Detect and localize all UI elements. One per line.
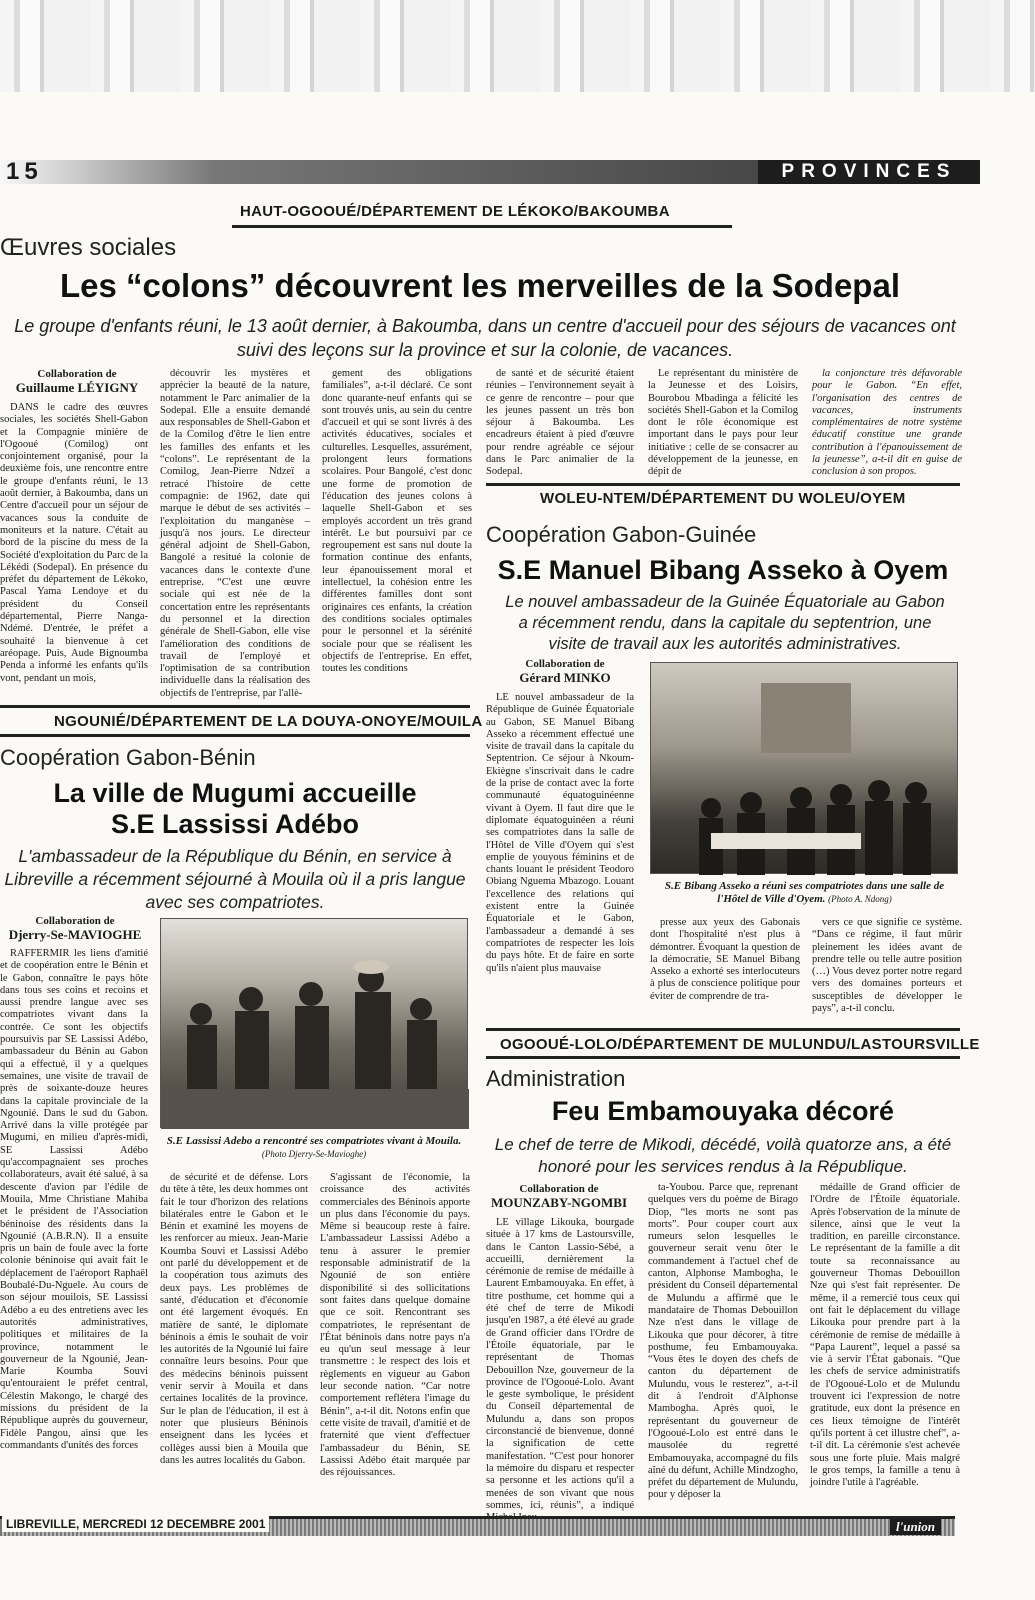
a2-headline: S.E Manuel Bibang Asseko à Oyem — [497, 555, 949, 585]
a4-column-1: LE village Likouka, bourgade située à 17 kms de Lastoursville, dans le Canton Lassio-Sébé, a accueilli, dernièrement la cérémonie de remise de médaille à Laurent Embamouyaka. En effet, à titre posthume, cet homme qui a été chef de terre de Mikodi jusqu'en 1987, a été élevé au grade de Grand officier dans l'Ordre de l'Étoile équatoriale, par le représentant de Thomas Debouillon Nze, gouverneur de la province de l'Ogooué-Lolo. Avant le geste symbolique, le président du Conseil départemental de Mulundu a, dans son propos circonstancié de bienvenue, donné la signification de cette manifestation. “C'est pour honorer la mémoire du disparu et respecter sa personne et les actions qu'il a menées de son vivant que nous sommes, ici, réunis”, a indiqué — [486, 1217, 634, 1511]
a4-column-2: ta-Youbou. Parce que, reprenant quelques vers du poème de Birago Diop, “les morts ne sont pas morts”. Pour couper court aux rumeurs selon lesquelles le gouverneur serait venu ôter le commandement à l'actuel chef de canton, Alphonse Mambogha, le président du Conseil départemental de Mulundu a affirmé que le mandataire de Thomas Debouillon Nze n'est dans le village de Likouka que pour décorer, à titre posthume, feu Embamouyaka. “Vous êtes le doyen des chefs de canton du département de Mulundu, vous le resterez”, a-t-il dit à l'endroit d'Alphonse Mambogha. Après quoi, le représentant du gouverneur de l'Ogooué-Lolo est entré dans le mausolée du regretté Embamouyaka, accompagné du fils aîné du défunt, Achille Mindzogho, préfet du département de Mulundu, pour y déposer la — [648, 1182, 798, 1501]
a1-column-1: DANS le cadre des œuvres sociales, les sociétés Shell-Gabon et la Compagnie minière de l'Ogooué (Comilog) ont conjointement organisé, pour la deuxième fois, une rencontre entre le groupe d'enfants réuni, le 13 août dernier, à Bakoumba, dans un Centre d'accueil pour un séjour de vacances sous la conduite de moniteurs et la nature. C'était au bord de la piscine du mess de la Société d'exploitation du Parc de la Lékédi (Sodepal). En présence du préfet du département de Lékoko, Pascal Yama Lendoye et du président du Conseil départemental, Pierre Nanga-Ndémé. D'entrée, le préfet a souhaité la bienvenue à cet aréopage. Puis, Aude Bignoumba Penda a informé les enfants qu'ils vont, pendant un mois, — [0, 402, 148, 684]
a2-byline — [490, 658, 640, 684]
a1-section: Œuvres sociales — [0, 234, 177, 261]
a3-deck: L'ambassadeur de la République du Bénin, en service à Libreville a récemment séjourné à Mouila où il a pris langue avec ses compatriotes. — [4, 846, 466, 912]
scan-margin — [0, 0, 1035, 92]
a4-section: Administration — [486, 1066, 626, 1091]
a2-deck: Le nouvel ambassadeur de la Guinée Équatoriale au Gabon a récemment rendu, dans la capitale du septentrion, une visite de travail aux les autorités administratives. — [505, 593, 945, 653]
a3-section: Coopération Gabon-Bénin — [0, 745, 256, 770]
a2-byline-label: Collaboration de — [525, 658, 605, 670]
a3-headline-line-2: S.E Lassissi Adébo — [110, 809, 360, 839]
a2-top-rule — [486, 483, 960, 486]
a1-column-5: Le représentant du ministère de la Jeunesse et des Loisirs, Bourobou Mbadinga a félicité les sociétés Shell-Gabon et la Comilog dont le rôle économique est important dans le pays pour leur initiative : celle de se consacrer au développement de la jeunesse, en dépit de — [648, 368, 798, 478]
a3-photo-credit: (Photo Djerry-Se-Mavioghe) — [261, 1149, 367, 1159]
a3-column-3: S'agissant de l'économie, la croissance des activités commerciales des Béninois apporte un plus dans l'économie du pays. Même si beaucoup reste à faire. L'ambassadeur Lassissi Adébo a tenu à assurer le premier responsable administratif de la Ngounié de son entière disponibilité si des sollicitations sont faites dans quelque domaine que ce soit. Rencontrant ses compatriotes, le représentant de l'État béninois dans notre pays n'a eu qu'un seul message à leur transmettre : le respect des lois et règlements en vigueur au Gabon leur seconde nation. “Car notre comportement reflétera l'image du Bénin”, a-t-il dit. Notons enfin que cette visite de travail, d'amitié et de fraternité que vient d'effectuer l'ambassadeur du Bénin, SE Lassissi Adébo était marquée par des réjouissances. — [320, 1172, 470, 1479]
a4-byline-name: MOUNZABY-NGOMBI — [490, 1195, 628, 1210]
a3-byline-label: Collaboration de — [35, 915, 115, 927]
a4-headline: Feu Embamouyaka décoré — [551, 1096, 895, 1126]
a2-section: Coopération Gabon-Guinée — [486, 522, 757, 547]
a3-byline — [0, 915, 150, 941]
a3-caption-text: S.E Lassissi Adebo a rencontré ses compatriotes vivant à Mouila. — [166, 1135, 462, 1147]
a1-kicker-rule — [232, 225, 732, 228]
newspaper-logo: l'union — [890, 1519, 941, 1535]
a1-column-6: la conjoncture très défavorable pour le Gabon. “En effet, l'organisation des centres de vacances, instruments complémentaires de notre système éducatif constitue une grande contribution à l'épanouissement de la jeunesse”, a-t-il dit en guise de conclusion à son propos. — [812, 368, 962, 478]
footer-date: LIBREVILLE, MERCREDI 12 DECEMBRE 2001 — [2, 1516, 269, 1532]
a3-column-2: de sécurité et de défense. Lors du tête à tête, les deux hommes ont fait le tour d'horizon des relations bilatérales entre le Gabon et le Bénin et examiné les moyens de les renforcer au mieux. Jean-Marie Koumba Souvi et Lassissi Adébo ont parlé du développement et de la coopération tous azimuts des deux pays. Les problèmes de santé, d'éducation et d'économie ont été largement évoqués. En matière de santé, le diplomate béninois a émis le souhait de voir les autorités de la Ngounié lui faire connaître leurs besoins. Pour que des médecins béninois puissent venir servir à Mouila et dans certaines localités de la province. Sur le plan de l'éducation, il est à noter que plusieurs Béninois enseignent dans les lycées et collèges aussi bien à Mouila que dans les autres localités du Gabon. — [160, 1172, 308, 1466]
section-label: PROVINCES — [758, 160, 980, 184]
a2-column-1: LE nouvel ambassadeur de la République de Guinée Équatoriale au Gabon, SE Manuel Bibang Asseko a récemment effectué une visite de travail dans la capitale du Septentrion. Ce séjour à Nkoum-Ekiègne s'inscrivait dans le cadre de la prise de contact avec la forte communauté équatoguinéenne vivant à Oyem. Il faut dire que le diplomate équatoguinéen a réuni ses compatriotes dans la salle de l'Hôtel de Ville d'Oyem qui s'est emplie de youyous féminins et de chants louant le président Teodoro Obiang Nguema Mbazogo. Louant l'excellence des relations qui existent entre la Guinée Équatoriale et le Gabon, l'ambassadeur a demandé à ses compatriotes de respecter les lois du pays hôte. Et de faire en sorte qu'ils n'aient plus mauvaise — [486, 692, 634, 974]
a2-photo-scene — [651, 663, 959, 875]
a3-caption — [160, 1135, 468, 1161]
a2-photo — [650, 662, 958, 874]
a2-photo-credit: (Photo A. Ndong) — [828, 894, 892, 904]
a2-caption — [652, 880, 957, 906]
a1-column-4: de santé et de sécurité étaient réunies – l'environnement seyait à ce genre de rencontre – pour que les jeunes passent un très bon séjour à Bakoumba. Les encadreurs étaient à pied d'œuvre pour rendre agréable ce séjour dans le Parc animalier de la Sodepal. — [486, 368, 634, 478]
a1-kicker: HAUT-OGOOUÉ/DÉPARTEMENT DE LÉKOKO/BAKOUMBA — [240, 203, 670, 220]
a4-deck: Le chef de terre de Mikodi, décédé, voilà quatorze ans, a été honoré pour les services rendus à la République. — [494, 1135, 952, 1176]
a2-column-2: presse aux yeux des Gabonais dont l'hospitalité n'est plus à démontrer. Évoquant la question de la démocratie, SE Manuel Bibang Asseko a exhorté ses interlocuteurs à plus de conscience politique pour éviter de comprendre de tra- — [650, 917, 800, 1002]
a2-kicker: WOLEU-NTEM/DÉPARTEMENT DU WOLEU/OYEM — [540, 490, 906, 507]
a3-photo — [160, 918, 468, 1128]
a3-headline — [0, 778, 470, 840]
a4-kicker: OGOOUÉ-LOLO/DÉPARTEMENT DE MULUNDU/LASTOURSVILLE — [500, 1036, 980, 1053]
a3-kicker-rule — [0, 734, 470, 737]
a1-headline: Les “colons” découvrent les merveilles de la Sodepal — [60, 267, 900, 304]
a3-kicker: NGOUNIÉ/DÉPARTEMENT DE LA DOUYA-ONOYE/MOUILA — [54, 713, 483, 730]
a4-byline — [484, 1183, 634, 1209]
a2-caption-text: S.E Bibang Asseko a réuni ses compatriotes dans une salle de l'Hôtel de Ville d'Oyem. — [664, 880, 945, 905]
a3-headline-line-1: La ville de Mugumi accueille — [53, 778, 417, 808]
a4-top-rule — [486, 1028, 960, 1031]
a2-byline-name: Gérard MINKO — [519, 670, 611, 685]
a1-byline-label: Collaboration de — [37, 368, 117, 380]
a1-byline — [2, 368, 152, 394]
a4-byline-label: Collaboration de — [519, 1183, 599, 1195]
a3-column-1: RAFFERMIR les liens d'amitié et de coopération entre le Bénin et le Gabon, connaître le pays hôte dans tous ses coins et recoins et aussi prendre langue avec ses compatriotes vivant dans la contrée. Ce sont les objectifs poursuivis par SE Lassissi Adébo, ambassadeur du Bénin au Gabon qui a effectué, il y a quelques semaines, une visite de travail de près de soixante-douze heures dans la capitale provinciale de la Ngounié. Dans le sud du Gabon. Arrivé dans la ville protégée par Mugumi, en milieu d'après-midi, SE Lassissi Adébo qu'accompagnaient ses proches collaborateurs, avait été salué, à sa descente d'avion par l'édile de Mouila, Mme Christiane Mahiba et le président de l'Association béninoise des résidents dans la Ngounié (A.B.R.N). Il a ensuite pris un bain de foule avec la forte colonie béninoise qui avait fait le déplacement de l'aéroport Raphaël Boubalé-Du-Nguele. Au cours de son séjour mouilois, SE Lassissi Adébo a eu des entretiens avec les autorités administratives, politiques et militaires de la province, notamment le gouverneur de la Ngounié, Jean-Marie Koumba Souvi qu'entouraient le préfet central, Célestin Makongo, le chargé des missions du président de la République auprès du gouverneur, Fidèle Pangou, ainsi que les commandants d'unités des forces — [0, 948, 148, 1451]
page-number: 15 — [6, 158, 43, 185]
a3-byline-name: Djerry-Se-MAVIOGHE — [8, 927, 142, 942]
a1-column-2: découvrir les mystères et apprécier la beauté de la nature, notamment le Parc animalier de la Sodepal. Elle a ensuite demandé aux responsables de Shell-Gabon et de la Comilog d'être le lien entre les familles des enfants et les “colons”. Le représentant de la Comilog, Jean-Pierre Ndzeï a retracé l'histoire de cette compagnie: de 1962, date qui marque le début de ses activités – l'exploitation du manganèse – jusqu'à nos jours. Le directeur général adjoint de Shell-Gabon, Bangolé a resitué la colonie de vacances dans le contexte d'une entreprise. “C'est une œuvre sociale qui est née de la concertation entre les représentants du personnel et la direction générale de Shell-Gabon, elle vise l'amélioration des conditions de travail de l'employé et l'optimisation de sa contribution individuelle dans la réalisation des objectifs de l'entreprise, par l'allè- — [160, 368, 310, 699]
a3-top-rule — [0, 705, 470, 708]
a1-column-3: gement des obligations familiales”, a-t-il déclaré. Ce sont donc quarante-neuf enfants qui se sont trouvés unis, au sein du centre d'accueil et qui se sont livrés à des activités éducatives, sociales et culturelles. Lesquelles, assurément, prolongent leurs formations scolaires. Pour Bangolé, c'est donc une forme de promotion de l'éducation des jeunes colons à laquelle Shell-Gabon et ses employés accordent un très grand intérêt. Le but poursuivi par ce regroupement est sans nul doute la formation continue des enfants, leur épanouissement moral et intellectuel, la cohésion entre les différentes familles dont sont originaires ces enfants, la création des conditions sociales optimales pour le personnel et la sérénité sociale pour que se réalisent les objectifs de l'entreprise. En effet, toutes les conditions — [322, 368, 472, 675]
a2-column-3: vers ce que signifie ce système. “Dans ce régime, il faut mûrir pleinement les idées avant de prendre telle ou telle autre position (…) Vous devez porter notre regard vers des domaines porteurs et susceptibles de développer le pays”, a-t-il conclu. — [812, 917, 962, 1015]
a1-byline-name: Guillaume LÉYIGNY — [15, 380, 139, 395]
a4-column-3: médaille de Grand officier de l'Ordre de l'Étoile équatoriale. Après l'observation de la minute de silence, ainsi que le veut la tradition, en pareille circonstance. Le représentant de la famille a dit toute sa reconnaissance au gouverneur Thomas Debouillon Nze qui s'est fait représenter. De même, il a remercié tous ceux qui ont fait le déplacement du village Likouka pour prendre part à la cérémonie de remise de médaille à “Papa Laurent”, lequel a passé sa vie à servir l'État gabonais. “Que les chefs de service administratifs de l'Ogooué-Lolo et de Mulundu trouvent ici l'expression de notre gratitude, eux dont la présence en ces lieux témoigne de l'intérêt qu'ils portent à cet illustre chef”, a-t-il dit. La cérémonie s'est achevée sous une forte pluie. Mais malgré le gros temps, la famille a tenu à joindre l'utile à l'agréable. — [810, 1182, 960, 1489]
a4-kicker-rule — [486, 1056, 960, 1059]
a3-photo-scene — [161, 919, 469, 1129]
a1-deck: Le groupe d'enfants réuni, le 13 août dernier, à Bakoumba, dans un centre d'accueil pour des séjours de vacances ont suivi des leçons sur la province et sur la colonie, de vacances. — [14, 316, 956, 360]
